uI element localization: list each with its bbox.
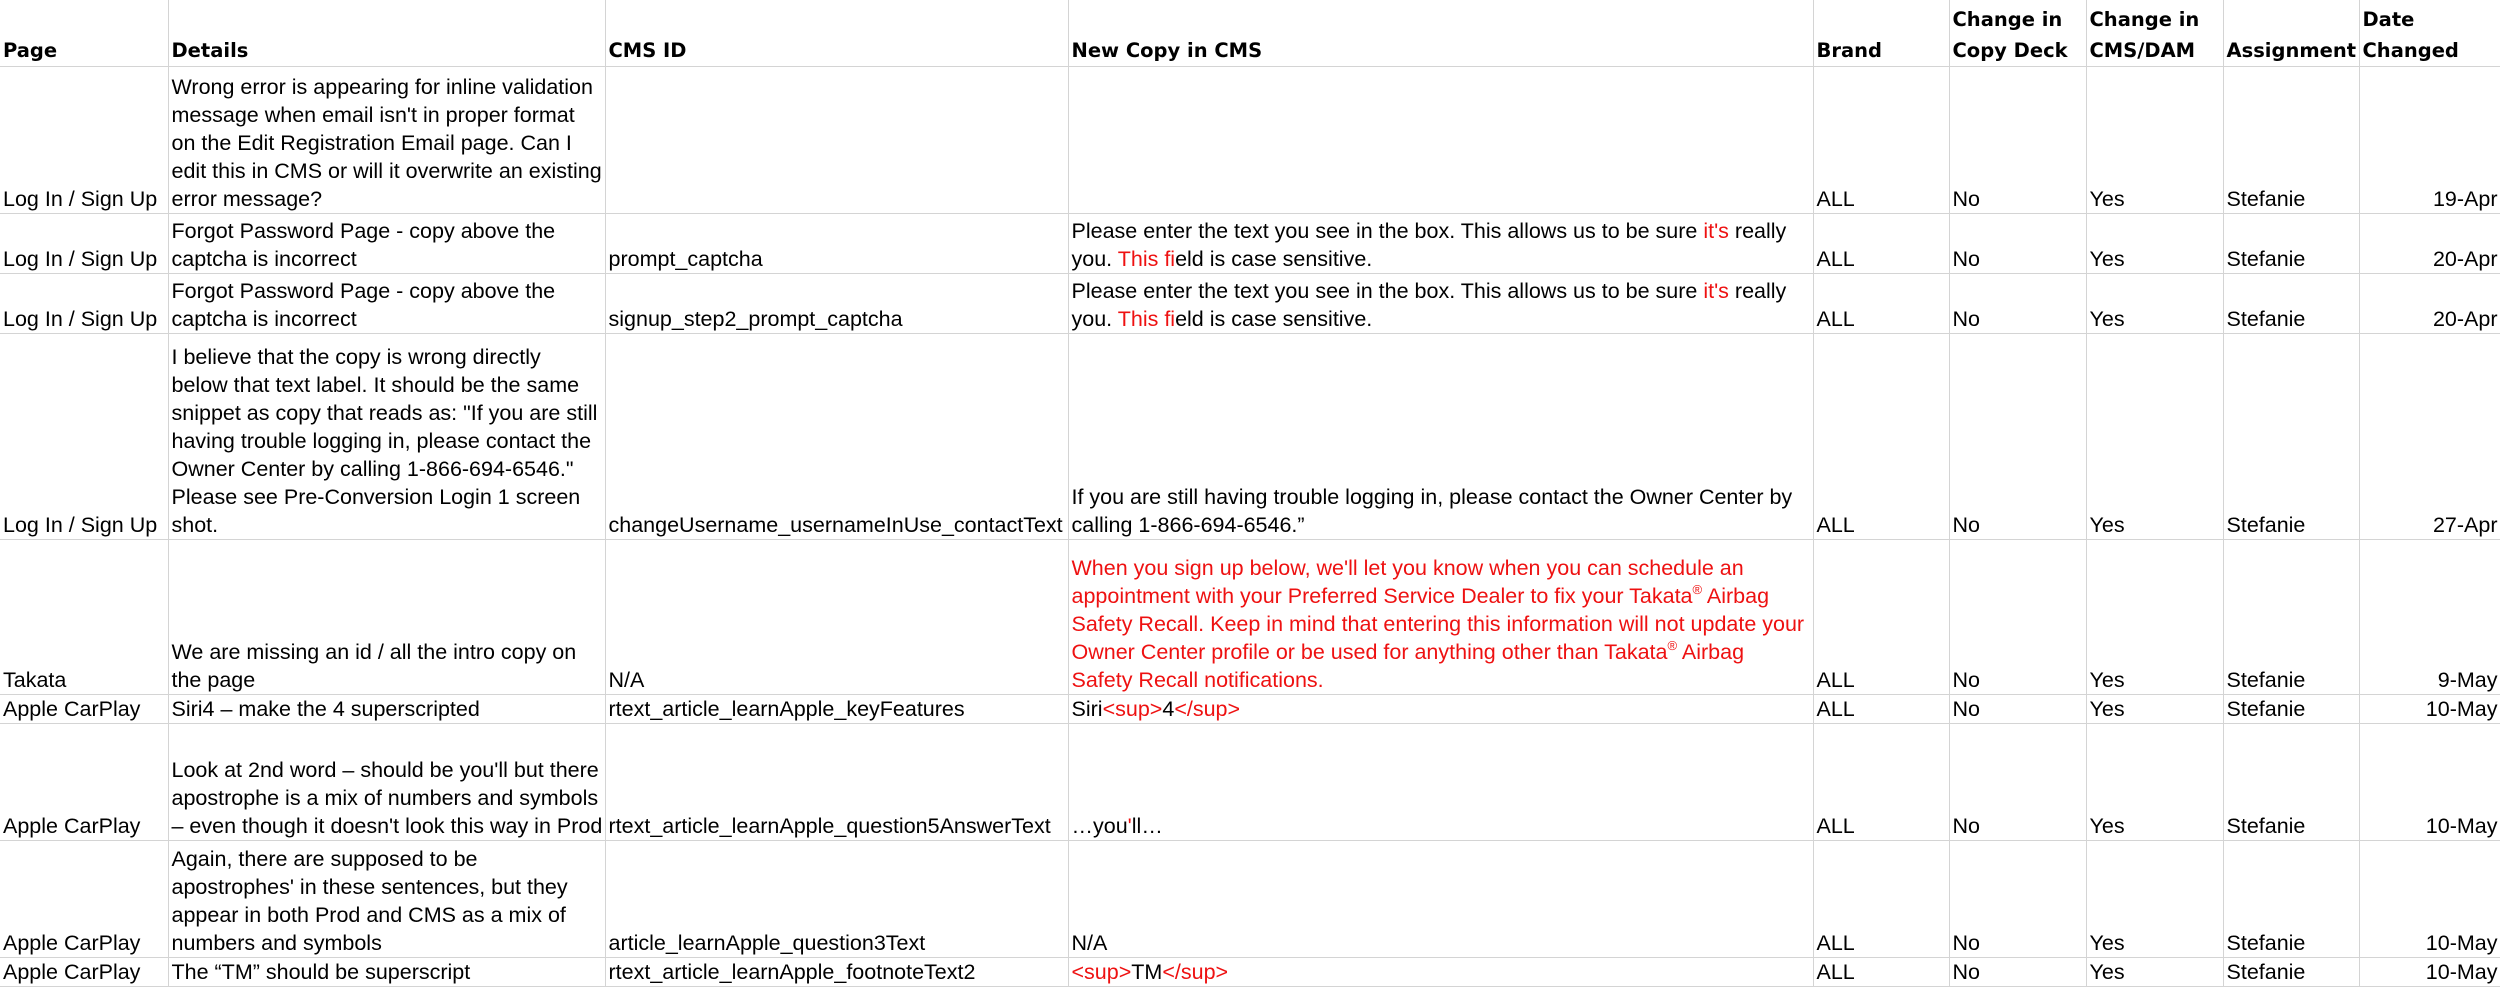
date-changed-cell[interactable]: 27-Apr	[2359, 333, 2500, 539]
details-cell[interactable]: Again, there are supposed to be apostrophes' in these sentences, but they appear in both Prod and CMS as a mix of numbers and symbols	[168, 840, 605, 957]
new-copy-cell[interactable]	[1068, 723, 1813, 840]
copy-segment: it's	[1703, 278, 1729, 303]
column-header-details[interactable]: Details	[168, 0, 605, 66]
page-cell[interactable]: Takata	[0, 539, 168, 694]
cms-id-cell[interactable]: N/A	[605, 539, 1068, 694]
copy-segment: When you sign up below, we'll let you know when you can schedule an appointment with your Preferred Service Dealer to fix your Takata	[1071, 555, 1750, 608]
copy-deck-cell[interactable]: No	[1949, 273, 2086, 333]
table-row	[0, 273, 2500, 333]
assignment-cell[interactable]: Stefanie	[2223, 273, 2359, 333]
details-cell[interactable]: Forgot Password Page - copy above the captcha is incorrect	[168, 273, 605, 333]
header-row	[0, 0, 2500, 66]
cms-id-cell[interactable]: signup_step2_prompt_captcha	[605, 273, 1068, 333]
new-copy-cell[interactable]	[1068, 66, 1813, 213]
date-changed-cell[interactable]: 10-May	[2359, 840, 2500, 957]
assignment-cell[interactable]: Stefanie	[2223, 957, 2359, 986]
details-cell[interactable]: Look at 2nd word – should be you'll but there apostrophe is a mix of numbers and symbols – even though it doesn't look this way in Prod	[168, 723, 605, 840]
copy-segment: This fi	[1117, 246, 1176, 271]
cms-dam-cell[interactable]: Yes	[2086, 840, 2223, 957]
date-changed-cell[interactable]: 10-May	[2359, 694, 2500, 723]
new-copy-cell[interactable]	[1068, 957, 1813, 986]
page-cell[interactable]: Log In / Sign Up	[0, 333, 168, 539]
new-copy-cell[interactable]	[1068, 273, 1813, 333]
copy-segment: …you	[1071, 813, 1128, 838]
page-cell[interactable]: Apple CarPlay	[0, 957, 168, 986]
copy-segment: Airbag Safety Recall. Keep in mind that entering this information will not update your Owner Center profile or be used for anything other than Takata	[1071, 583, 1811, 664]
new-copy-cell[interactable]	[1068, 694, 1813, 723]
copy-segment: ll…	[1131, 813, 1163, 838]
column-header-brand[interactable]: Brand	[1813, 0, 1949, 66]
copy-segment: '	[1127, 813, 1132, 838]
page-cell[interactable]: Apple CarPlay	[0, 694, 168, 723]
brand-cell[interactable]: ALL	[1813, 694, 1949, 723]
copy-segment: eld is case sensitive.	[1175, 246, 1373, 271]
page-cell[interactable]: Log In / Sign Up	[0, 66, 168, 213]
copy-deck-cell[interactable]: No	[1949, 957, 2086, 986]
registered-mark: ®	[1692, 581, 1703, 597]
brand-cell[interactable]: ALL	[1813, 723, 1949, 840]
copy-segment: If you are still having trouble logging in, please contact the Owner Center by calling 1-866-694-6546.”	[1071, 484, 1799, 537]
table-row	[0, 66, 2500, 213]
column-header-new-copy[interactable]: New Copy in CMS	[1068, 0, 1813, 66]
details-cell[interactable]: We are missing an id / all the intro copy on the page	[168, 539, 605, 694]
date-changed-cell[interactable]: 10-May	[2359, 723, 2500, 840]
cms-id-cell[interactable]	[605, 66, 1068, 213]
copy-segment: it's	[1703, 218, 1729, 243]
copy-deck-cell[interactable]: No	[1949, 66, 2086, 213]
details-cell[interactable]: Wrong error is appearing for inline validation message when email isn't in proper format on the Edit Registration Email page. Can I edit this in CMS or will it overwrite an existing error message?	[168, 66, 605, 213]
column-header-cms-dam[interactable]: Change in CMS/DAM	[2086, 0, 2223, 66]
copy-segment: Please enter the text you see in the box. This allows us to be sure	[1071, 278, 1704, 303]
table-row	[0, 213, 2500, 273]
cms-dam-cell[interactable]: Yes	[2086, 273, 2223, 333]
copy-segment: Siri	[1071, 696, 1103, 721]
new-copy-cell[interactable]	[1068, 539, 1813, 694]
brand-cell[interactable]: ALL	[1813, 333, 1949, 539]
copy-segment: 4	[1162, 696, 1175, 721]
cms-dam-cell[interactable]: Yes	[2086, 539, 2223, 694]
cms-dam-cell[interactable]: Yes	[2086, 213, 2223, 273]
column-header-copy-deck[interactable]: Change in Copy Deck	[1949, 0, 2086, 66]
new-copy-cell[interactable]	[1068, 213, 1813, 273]
copy-segment: really you.	[1071, 218, 1793, 271]
registered-mark: ®	[1667, 637, 1678, 653]
new-copy-cell[interactable]	[1068, 333, 1813, 539]
page-cell[interactable]: Log In / Sign Up	[0, 273, 168, 333]
column-header-assignment[interactable]: Assignment	[2223, 0, 2359, 66]
brand-cell[interactable]: ALL	[1813, 213, 1949, 273]
assignment-cell[interactable]: Stefanie	[2223, 840, 2359, 957]
page-cell[interactable]: Apple CarPlay	[0, 840, 168, 957]
table-row	[0, 723, 2500, 840]
details-cell[interactable]: Siri4 – make the 4 superscripted	[168, 694, 605, 723]
assignment-cell[interactable]: Stefanie	[2223, 66, 2359, 213]
copy-deck-cell[interactable]: No	[1949, 840, 2086, 957]
copy-segment: This fi	[1117, 306, 1176, 331]
cms-dam-cell[interactable]: Yes	[2086, 723, 2223, 840]
cms-dam-cell[interactable]: Yes	[2086, 694, 2223, 723]
date-changed-cell[interactable]: 10-May	[2359, 957, 2500, 986]
copy-segment: Airbag Safety Recall notifications.	[1071, 639, 1751, 692]
date-changed-cell[interactable]: 20-Apr	[2359, 213, 2500, 273]
new-copy-cell[interactable]	[1068, 840, 1813, 957]
copy-segment: Please enter the text you see in the box. This allows us to be sure	[1071, 218, 1704, 243]
assignment-cell[interactable]: Stefanie	[2223, 694, 2359, 723]
assignment-cell[interactable]: Stefanie	[2223, 333, 2359, 539]
cms-id-cell[interactable]: rtext_article_learnApple_keyFeatures	[605, 694, 1068, 723]
column-header-page[interactable]: Page	[0, 0, 168, 66]
copy-segment: N/A	[1071, 930, 1108, 955]
cms-id-cell[interactable]: rtext_article_learnApple_question5AnswerText	[605, 723, 1068, 840]
table-row	[0, 840, 2500, 957]
copy-deck-cell[interactable]: No	[1949, 333, 2086, 539]
cms-dam-cell[interactable]: Yes	[2086, 66, 2223, 213]
copy-deck-cell[interactable]: No	[1949, 694, 2086, 723]
brand-cell[interactable]: ALL	[1813, 957, 1949, 986]
column-header-cms-id[interactable]: CMS ID	[605, 0, 1068, 66]
copy-deck-cell[interactable]: No	[1949, 213, 2086, 273]
details-cell[interactable]: Forgot Password Page - copy above the captcha is incorrect	[168, 213, 605, 273]
brand-cell[interactable]: ALL	[1813, 539, 1949, 694]
assignment-cell[interactable]: Stefanie	[2223, 723, 2359, 840]
copy-segment: TM	[1131, 959, 1163, 984]
copy-segment: eld is case sensitive.	[1175, 306, 1373, 331]
assignment-cell[interactable]: Stefanie	[2223, 213, 2359, 273]
table-row	[0, 333, 2500, 539]
table-row	[0, 957, 2500, 986]
copy-segment: </sup>	[1174, 696, 1241, 721]
cms-id-cell[interactable]: rtext_article_learnApple_footnoteText2	[605, 957, 1068, 986]
assignment-cell[interactable]: Stefanie	[2223, 539, 2359, 694]
copy-segment: <sup>	[1071, 959, 1132, 984]
date-changed-cell[interactable]: 20-Apr	[2359, 273, 2500, 333]
column-header-date-changed[interactable]: Date Changed	[2359, 0, 2500, 66]
copy-deck-cell[interactable]: No	[1949, 723, 2086, 840]
copy-segment: </sup>	[1162, 959, 1229, 984]
copy-segment: really you.	[1071, 278, 1793, 331]
brand-cell[interactable]: ALL	[1813, 273, 1949, 333]
copy-deck-cell[interactable]: No	[1949, 539, 2086, 694]
page-cell[interactable]: Apple CarPlay	[0, 723, 168, 840]
details-cell[interactable]: The “TM” should be superscript	[168, 957, 605, 986]
cms-id-cell[interactable]: prompt_captcha	[605, 213, 1068, 273]
details-cell[interactable]: I believe that the copy is wrong directly below that text label. It should be the same snippet as copy that reads as: "If you are still having trouble logging in, please contact the Owner Center by calling 1-866-694-6546." Please see Pre-Conversion Login 1 screen shot.	[168, 333, 605, 539]
cms-id-cell[interactable]: article_learnApple_question3Text	[605, 840, 1068, 957]
page-cell[interactable]: Log In / Sign Up	[0, 213, 168, 273]
date-changed-cell[interactable]: 9-May	[2359, 539, 2500, 694]
table-row	[0, 539, 2500, 694]
copy-segment: <sup>	[1102, 696, 1163, 721]
brand-cell[interactable]: ALL	[1813, 840, 1949, 957]
brand-cell[interactable]: ALL	[1813, 66, 1949, 213]
cms-id-cell[interactable]: changeUsername_usernameInUse_contactText	[605, 333, 1068, 539]
date-changed-cell[interactable]: 19-Apr	[2359, 66, 2500, 213]
table-row	[0, 694, 2500, 723]
cms-dam-cell[interactable]: Yes	[2086, 957, 2223, 986]
cms-dam-cell[interactable]: Yes	[2086, 333, 2223, 539]
